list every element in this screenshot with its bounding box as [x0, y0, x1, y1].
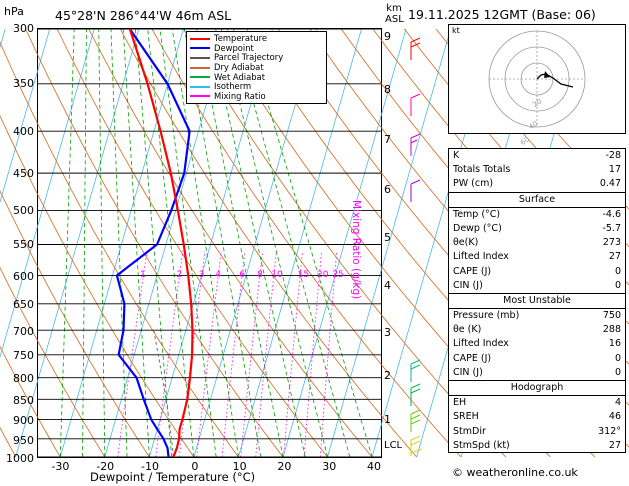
index-row: [449, 236, 625, 250]
index-section-header: Most Unstable: [449, 293, 625, 309]
index-key: EH: [453, 397, 467, 409]
pressure-tick: 300: [13, 22, 34, 35]
pressure-tick: 650: [13, 298, 34, 312]
index-value: 0.47: [599, 178, 621, 190]
index-value: 0: [614, 265, 621, 277]
pressure-tick: 400: [13, 124, 34, 138]
index-value: 288: [602, 324, 621, 336]
index-row: [449, 149, 625, 163]
mixing-ratio-axis-title: Mixing Ratio (g/kg): [350, 200, 362, 300]
mixing-ratio-label: 6: [239, 269, 246, 280]
index-row: [449, 265, 625, 279]
altitude-tick: 7: [384, 133, 391, 147]
index-key: K: [453, 150, 460, 161]
index-value: 0: [614, 366, 621, 378]
altitude-tick: 5: [384, 230, 391, 244]
pressure-tick: 600: [13, 269, 34, 283]
pressure-tick: 950: [13, 433, 34, 447]
index-key: CIN (J): [453, 279, 483, 291]
temperature-tick: 40: [367, 460, 382, 473]
altitude-tick: 4: [384, 278, 391, 292]
mixing-ratio-label: 8: [257, 269, 263, 280]
index-section-header: Hodograph: [449, 380, 625, 396]
pressure-tick: 550: [13, 238, 34, 252]
pressure-tick: 500: [13, 204, 34, 218]
altitude-tick: 9: [384, 30, 391, 44]
altitude-tick: 8: [384, 83, 391, 97]
index-row: [449, 208, 625, 222]
index-key: Temp (°C): [453, 208, 501, 220]
legend-swatch-parcel: [190, 57, 210, 59]
mixing-ratio-label: 1: [140, 269, 146, 280]
temperature-tick: 20: [277, 460, 292, 473]
legend-item-mixing-ratio: [190, 92, 323, 102]
altitude-unit-line1: km: [386, 3, 402, 14]
pressure-tick: 700: [13, 324, 34, 338]
index-value: 17: [608, 164, 621, 176]
index-key: SREH: [453, 411, 479, 423]
legend-item-temperature: [190, 34, 323, 44]
svg-text:60: 60: [518, 135, 531, 147]
index-row: [449, 177, 625, 191]
temperature-tick: 10: [232, 460, 247, 473]
altitude-tick: 3: [384, 326, 391, 340]
altitude-tick: 2: [384, 369, 391, 383]
temperature-tick: 30: [322, 460, 337, 473]
chart-legend: [186, 31, 327, 104]
legend-swatch-temperature: [190, 38, 210, 40]
legend-swatch-wet-adiabat: [190, 76, 210, 78]
index-value: 27: [608, 251, 621, 263]
hodograph-svg: [449, 25, 625, 147]
pressure-tick: 900: [13, 414, 34, 428]
index-value: -5.7: [602, 222, 621, 234]
hodograph-panel: [448, 24, 626, 147]
index-row: [449, 279, 625, 293]
index-value: -4.6: [602, 208, 621, 220]
legend-label-temperature: Temperature: [214, 33, 268, 44]
legend-swatch-mixing-ratio: [190, 95, 210, 97]
pressure-tick: 450: [13, 166, 34, 180]
index-key: StmDir: [453, 425, 486, 437]
mixing-ratio-label: 2: [176, 269, 183, 280]
index-row: [449, 366, 625, 380]
legend-item-dry-adiabat: [190, 63, 323, 73]
altitude-tick: 1: [384, 413, 391, 427]
index-row: [449, 425, 625, 439]
index-key: CAPE (J): [453, 352, 492, 364]
index-row: [449, 337, 625, 351]
legend-label-parcel: Parcel Trajectory: [214, 52, 284, 63]
mixing-ratio-label: 10: [271, 269, 283, 280]
index-key: Totals Totals: [453, 164, 511, 176]
index-section-header: Surface: [449, 192, 625, 208]
index-key: Pressure (mb): [453, 310, 520, 322]
index-value: 0: [614, 352, 621, 364]
temperature-tick: 0: [191, 460, 199, 473]
index-row: [449, 396, 625, 410]
legend-swatch-dewpoint: [190, 47, 210, 49]
pressure-tick: 750: [13, 349, 34, 363]
x-axis-title: Dewpoint / Temperature (°C): [90, 470, 256, 484]
legend-swatch-dry-adiabat: [190, 67, 210, 69]
indices-table: [448, 148, 626, 453]
index-value: 750: [602, 310, 621, 322]
legend-label-dewpoint: Dewpoint: [214, 42, 254, 53]
index-row: [449, 352, 625, 366]
mixing-ratio-label: 3: [198, 269, 205, 280]
pressure-tick: 800: [13, 372, 34, 386]
pressure-axis-unit: hPa: [4, 5, 24, 18]
legend-label-isotherm: Isotherm: [214, 81, 252, 92]
mixing-ratio-label: 20: [317, 269, 329, 280]
index-row: [449, 222, 625, 236]
index-value: 4: [614, 397, 621, 409]
index-row: [449, 410, 625, 424]
legend-swatch-isotherm: [190, 86, 210, 88]
lcl-label: LCL: [384, 440, 403, 451]
svg-text:20: 20: [531, 97, 544, 109]
temperature-tick: -10: [141, 460, 159, 473]
index-row: [449, 250, 625, 264]
index-value: 273: [602, 237, 621, 249]
index-value: 0: [614, 279, 621, 291]
index-row: [449, 323, 625, 337]
index-key: θe(K): [453, 237, 479, 249]
index-value: 16: [608, 338, 621, 350]
station-title: 45°28'N 286°44'W 46m ASL: [55, 8, 232, 23]
legend-label-mixing-ratio: Mixing Ratio: [214, 90, 266, 101]
index-row: [449, 439, 625, 453]
temperature-tick: -20: [96, 460, 115, 473]
legend-label-wet-adiabat: Wet Adiabat: [214, 71, 265, 82]
index-row: [449, 163, 625, 177]
index-key: Lifted Index: [453, 338, 509, 350]
index-key: CIN (J): [453, 366, 483, 378]
pressure-tick: 350: [13, 77, 34, 91]
legend-item-wet-adiabat: [190, 72, 323, 82]
index-key: StmSpd (kt): [453, 439, 510, 451]
svg-text:40: 40: [527, 119, 540, 132]
hodograph-unit-label: kt: [452, 26, 460, 35]
altitude-unit-line2: ASL: [385, 14, 404, 25]
mixing-ratio-label: 25: [332, 269, 344, 280]
index-key: CAPE (J): [453, 265, 492, 277]
index-key: PW (cm): [453, 178, 494, 190]
temperature-tick: -30: [51, 460, 70, 473]
index-value: 312°: [598, 425, 621, 437]
index-row: [449, 309, 625, 323]
mixing-ratio-label: 4: [215, 269, 222, 280]
mixing-ratio-label: 15: [297, 269, 310, 280]
index-value: 46: [608, 411, 621, 423]
pressure-tick: 1000: [6, 452, 34, 465]
pressure-tick: 850: [13, 393, 34, 407]
copyright-credit: © weatheronline.co.uk: [452, 466, 578, 479]
altitude-tick: 6: [384, 182, 391, 196]
legend-label-dry-adiabat: Dry Adiabat: [214, 62, 264, 73]
index-key: Lifted Index: [453, 251, 509, 263]
altitude-axis-unit: [385, 3, 403, 25]
index-key: θe (K): [453, 324, 482, 336]
index-key: Dewp (°C): [453, 222, 502, 234]
index-value: -28: [605, 150, 621, 161]
index-value: 27: [608, 439, 621, 451]
forecast-datetime: 19.11.2025 12GMT (Base: 06): [408, 7, 596, 22]
